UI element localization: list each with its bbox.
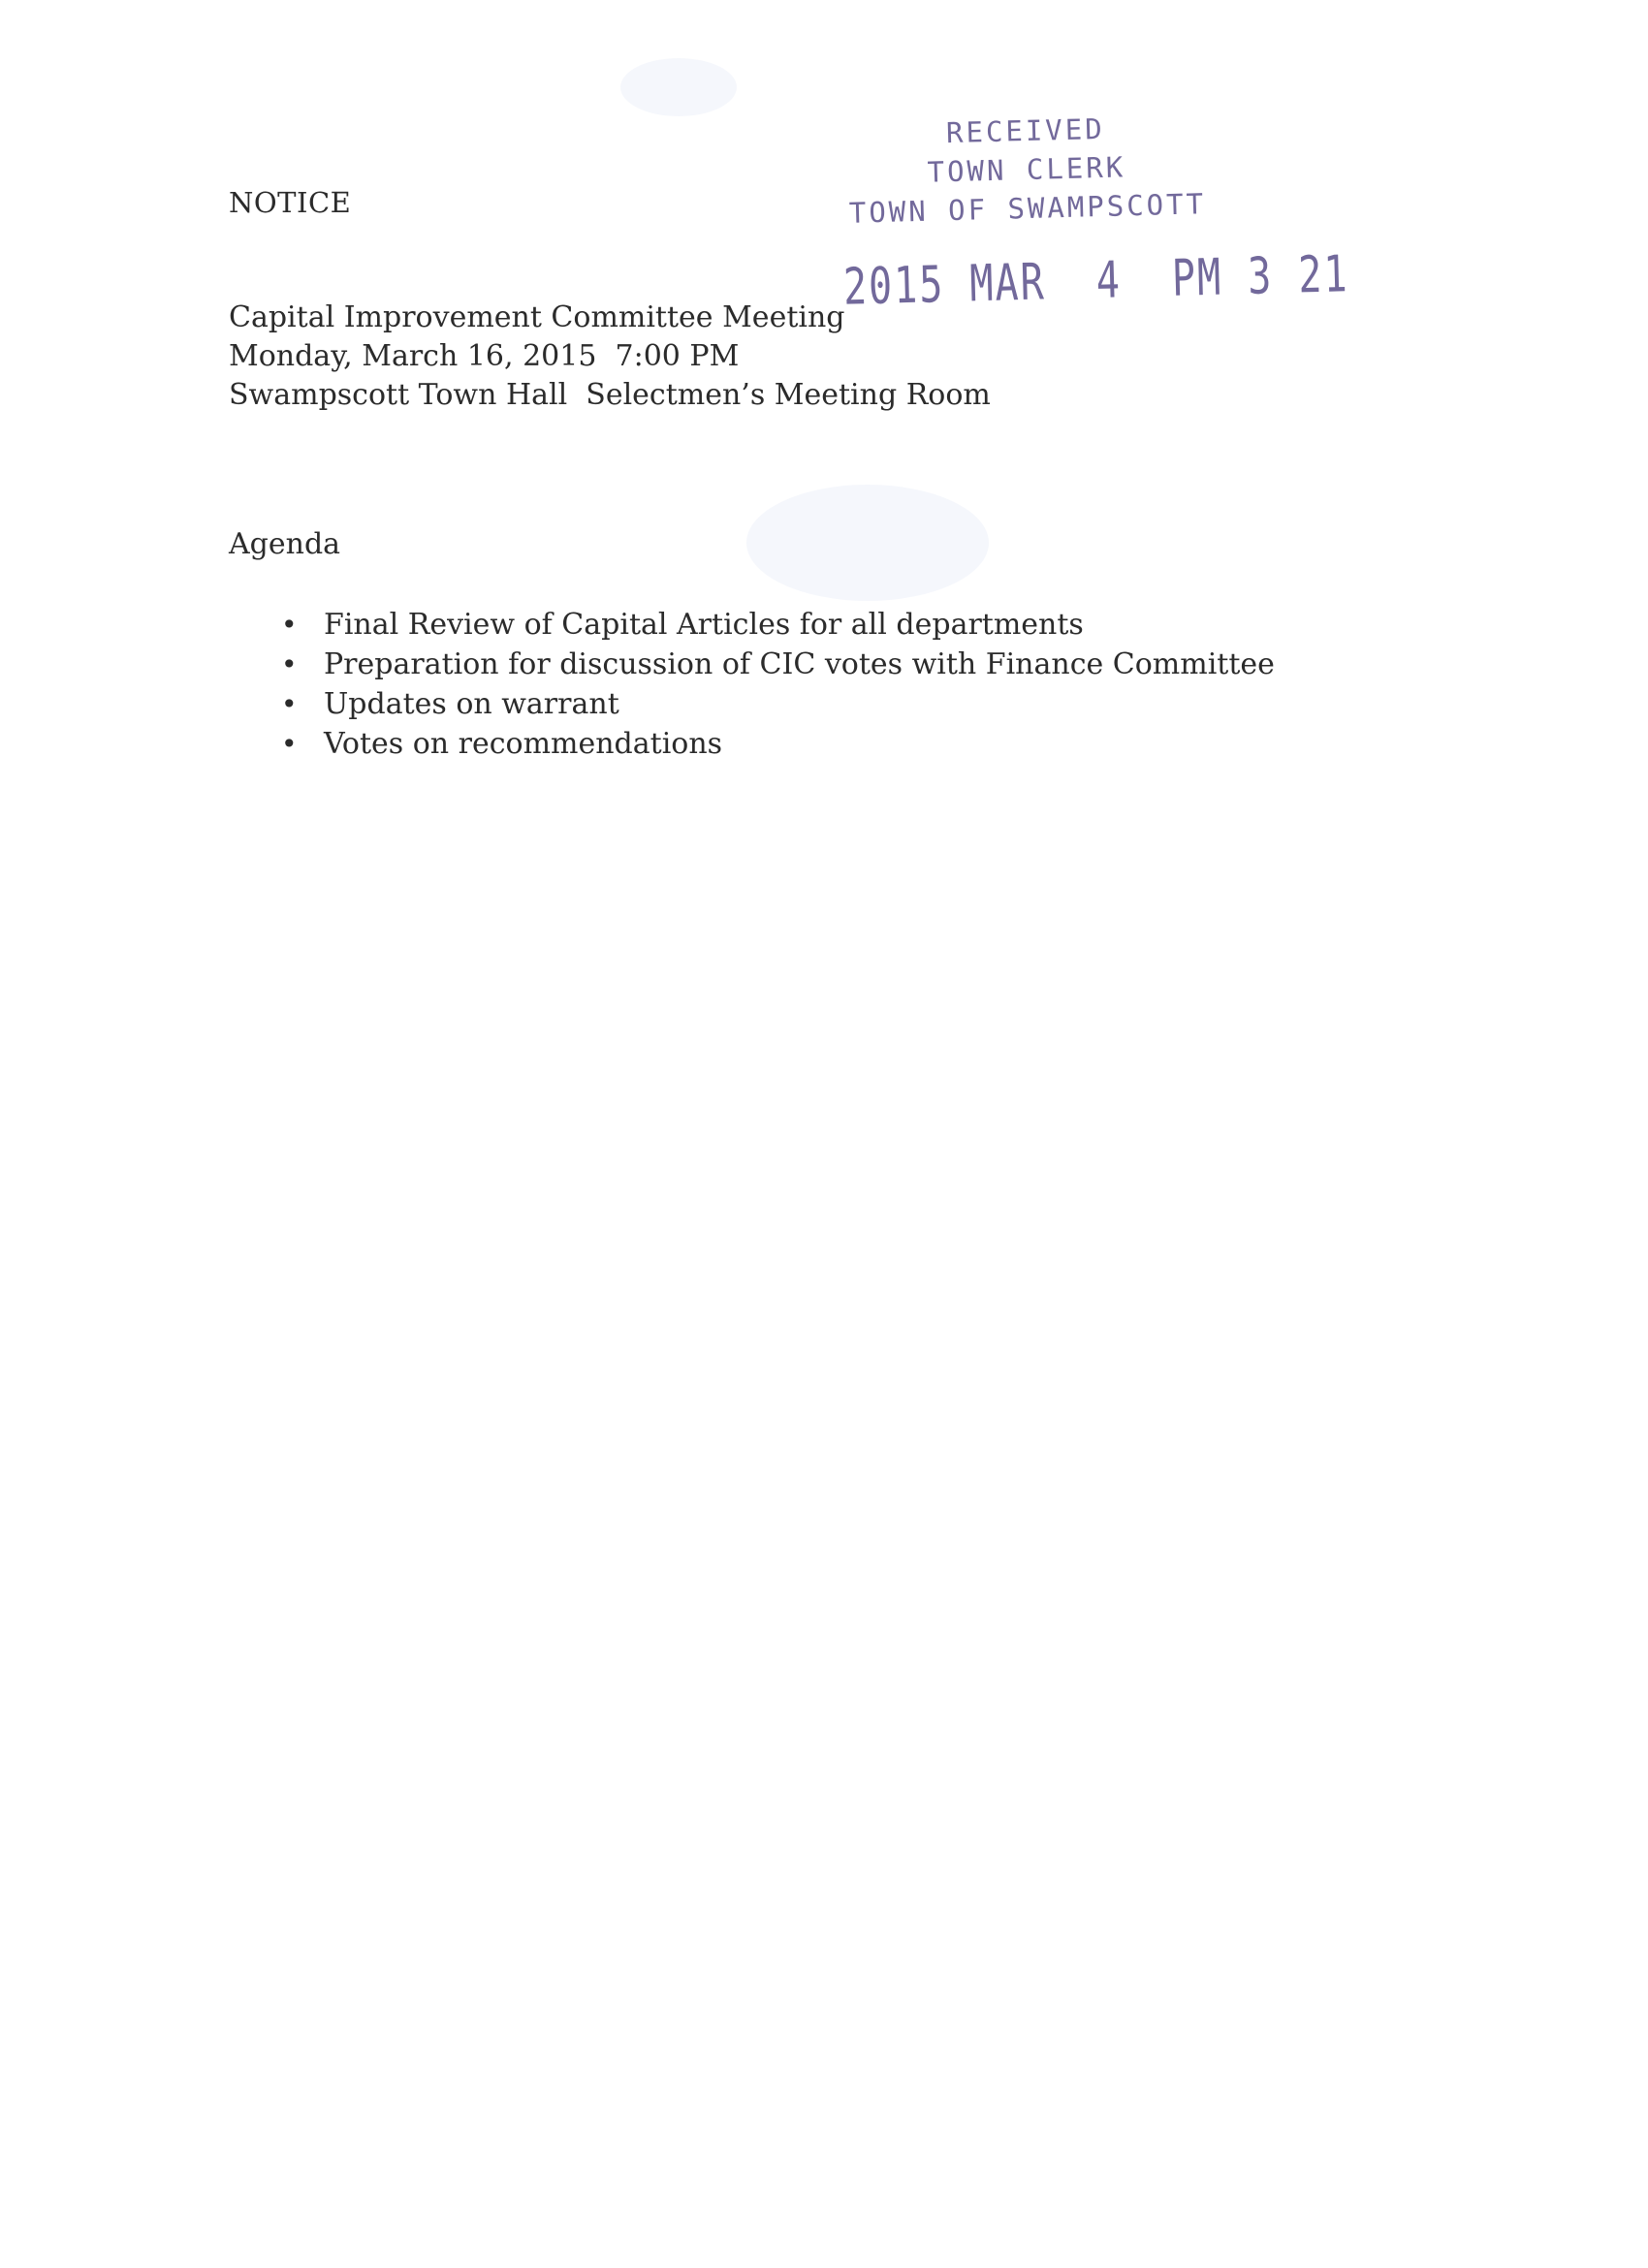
- meeting-datetime: Monday, March 16, 2015 7:00 PM: [229, 339, 740, 373]
- stamp-received: RECEIVED: [945, 111, 1106, 150]
- bullet-icon: •: [281, 648, 298, 680]
- agenda-item: [229, 605, 1275, 645]
- agenda-item: [229, 684, 1275, 724]
- meeting-title: Capital Improvement Committee Meeting: [229, 300, 845, 334]
- agenda-item-text: Preparation for discussion of CIC votes with Finance Committee: [324, 647, 1275, 681]
- stamp-town-name: TOWN OF SWAMPSCOTT: [848, 187, 1207, 230]
- scan-smudge: [620, 58, 737, 116]
- meeting-location: Swampscott Town Hall Selectmen’s Meeting Room: [229, 378, 991, 412]
- received-stamp: [831, 104, 1350, 317]
- agenda-list: [229, 605, 1275, 764]
- bullet-icon: •: [281, 609, 298, 641]
- agenda-item: [229, 724, 1275, 764]
- agenda-item-text: Updates on warrant: [324, 687, 619, 721]
- bullet-icon: •: [281, 688, 298, 720]
- agenda-heading: Agenda: [229, 527, 341, 561]
- stamp-date: 2015 MAR 4 PM 3 21: [842, 245, 1350, 317]
- notice-heading: NOTICE: [229, 186, 352, 219]
- stamp-town-clerk: TOWN CLERK: [927, 150, 1126, 189]
- bullet-icon: •: [281, 728, 298, 760]
- agenda-item: [229, 645, 1275, 684]
- agenda-item-text: Final Review of Capital Articles for all departments: [324, 608, 1084, 642]
- scan-smudge: [746, 485, 989, 601]
- agenda-item-text: Votes on recommendations: [324, 727, 723, 761]
